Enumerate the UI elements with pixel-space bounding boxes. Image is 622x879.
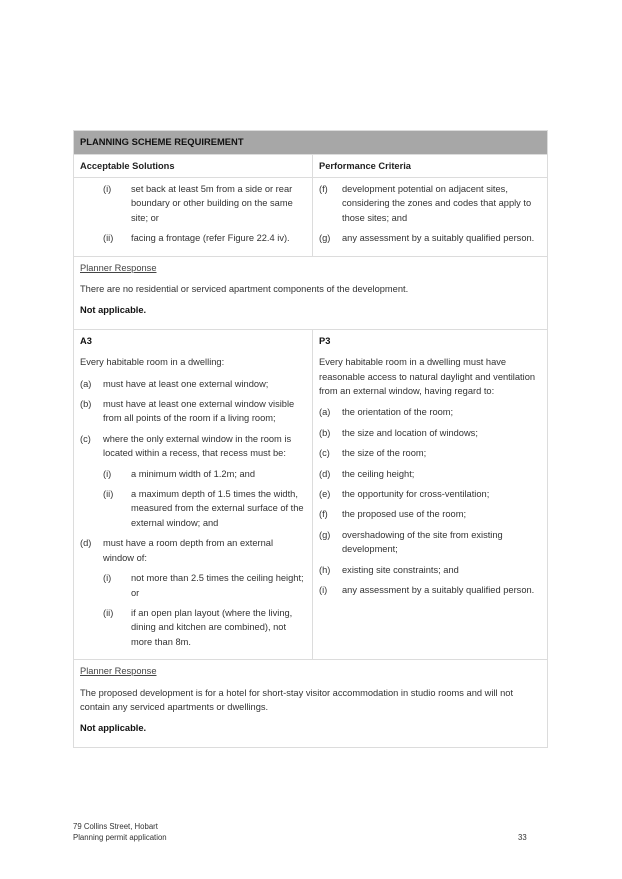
footer-document-title: Planning permit application	[73, 833, 167, 843]
list-item: (e) the opportunity for cross-ventilation;	[319, 489, 490, 500]
list-item: (b) must have at least one external window visible from all points of the room if a living room;	[80, 399, 295, 424]
performance-criterion-p3	[313, 329, 548, 659]
list-item: (i) set back at least 5m from a side or rear boundary or other building on the same site; or	[103, 183, 293, 223]
list-item: (i) any assessment by a suitably qualified person.	[319, 585, 535, 596]
a3-intro: Every habitable room in a dwelling:	[80, 357, 225, 368]
planning-requirement-table	[73, 130, 548, 748]
list-item: (i) a minimum width of 1.2m; and	[103, 468, 256, 479]
list-item: (f) development potential on adjacent sites, considering the zones and codes that apply to those sites; and	[319, 183, 532, 223]
performance-criteria-cell	[313, 177, 548, 256]
planner-response-label: Planner Response	[80, 666, 157, 677]
p3-intro: Every habitable room in a dwelling must have reasonable access to natural daylight and ventilation from an external window, having regard to:	[319, 357, 536, 397]
list-item: (d) the ceiling height;	[319, 468, 415, 479]
list-item: (h) existing site constraints; and	[319, 564, 459, 575]
conclusion: Not applicable.	[80, 723, 147, 734]
list-item: (ii) a maximum depth of 1.5 times the width, measured from the external surface of the external window; and	[103, 489, 304, 528]
list-item: (ii) if an open plan layout (where the living, dining and kitchen are combined), not more than 8m.	[103, 607, 293, 647]
list-item: (f) the proposed use of the room;	[319, 509, 467, 520]
list-item: (d) must have a room depth from an external window of:	[80, 538, 274, 563]
list-item: (c) where the only external window in the room is located within a recess, that recess must be:	[80, 433, 292, 459]
acceptable-solutions-heading: Acceptable Solutions	[74, 154, 313, 177]
a3-code: A3	[80, 335, 92, 346]
table-header: PLANNING SCHEME REQUIREMENT	[74, 131, 548, 155]
list-item: (a) must have at least one external window;	[80, 378, 269, 389]
list-item: (c) the size of the room;	[319, 448, 427, 459]
list-item: (g) any assessment by a suitably qualified person.	[319, 233, 535, 244]
performance-criteria-heading: Performance Criteria	[313, 154, 548, 177]
acceptable-solution-a3	[74, 329, 313, 659]
list-item: (ii) facing a frontage (refer Figure 22.4 iv).	[103, 233, 290, 244]
acceptable-solutions-cell	[74, 177, 313, 256]
page-footer	[73, 821, 167, 844]
conclusion: Not applicable.	[80, 305, 147, 316]
list-item: (g) overshadowing of the site from existing development;	[319, 529, 503, 555]
planner-response-cell	[74, 660, 548, 748]
list-item: (a) the orientation of the room;	[319, 407, 454, 418]
footer-address: 79 Collins Street, Hobart	[73, 822, 158, 831]
planner-response-cell	[74, 256, 548, 329]
list-item: (b) the size and location of windows;	[319, 427, 478, 438]
list-item: (i) not more than 2.5 times the ceiling height; or	[103, 573, 304, 598]
page-number: 33	[518, 833, 527, 842]
planner-response-label: Planner Response	[80, 262, 157, 273]
planner-response-text: The proposed development is for a hotel for short-stay visitor accommodation in studio rooms and will not contain any serviced apartments or dwellings.	[80, 687, 514, 712]
planner-response-text: There are no residential or serviced apartment components of the development.	[80, 284, 409, 295]
p3-code: P3	[319, 335, 331, 346]
